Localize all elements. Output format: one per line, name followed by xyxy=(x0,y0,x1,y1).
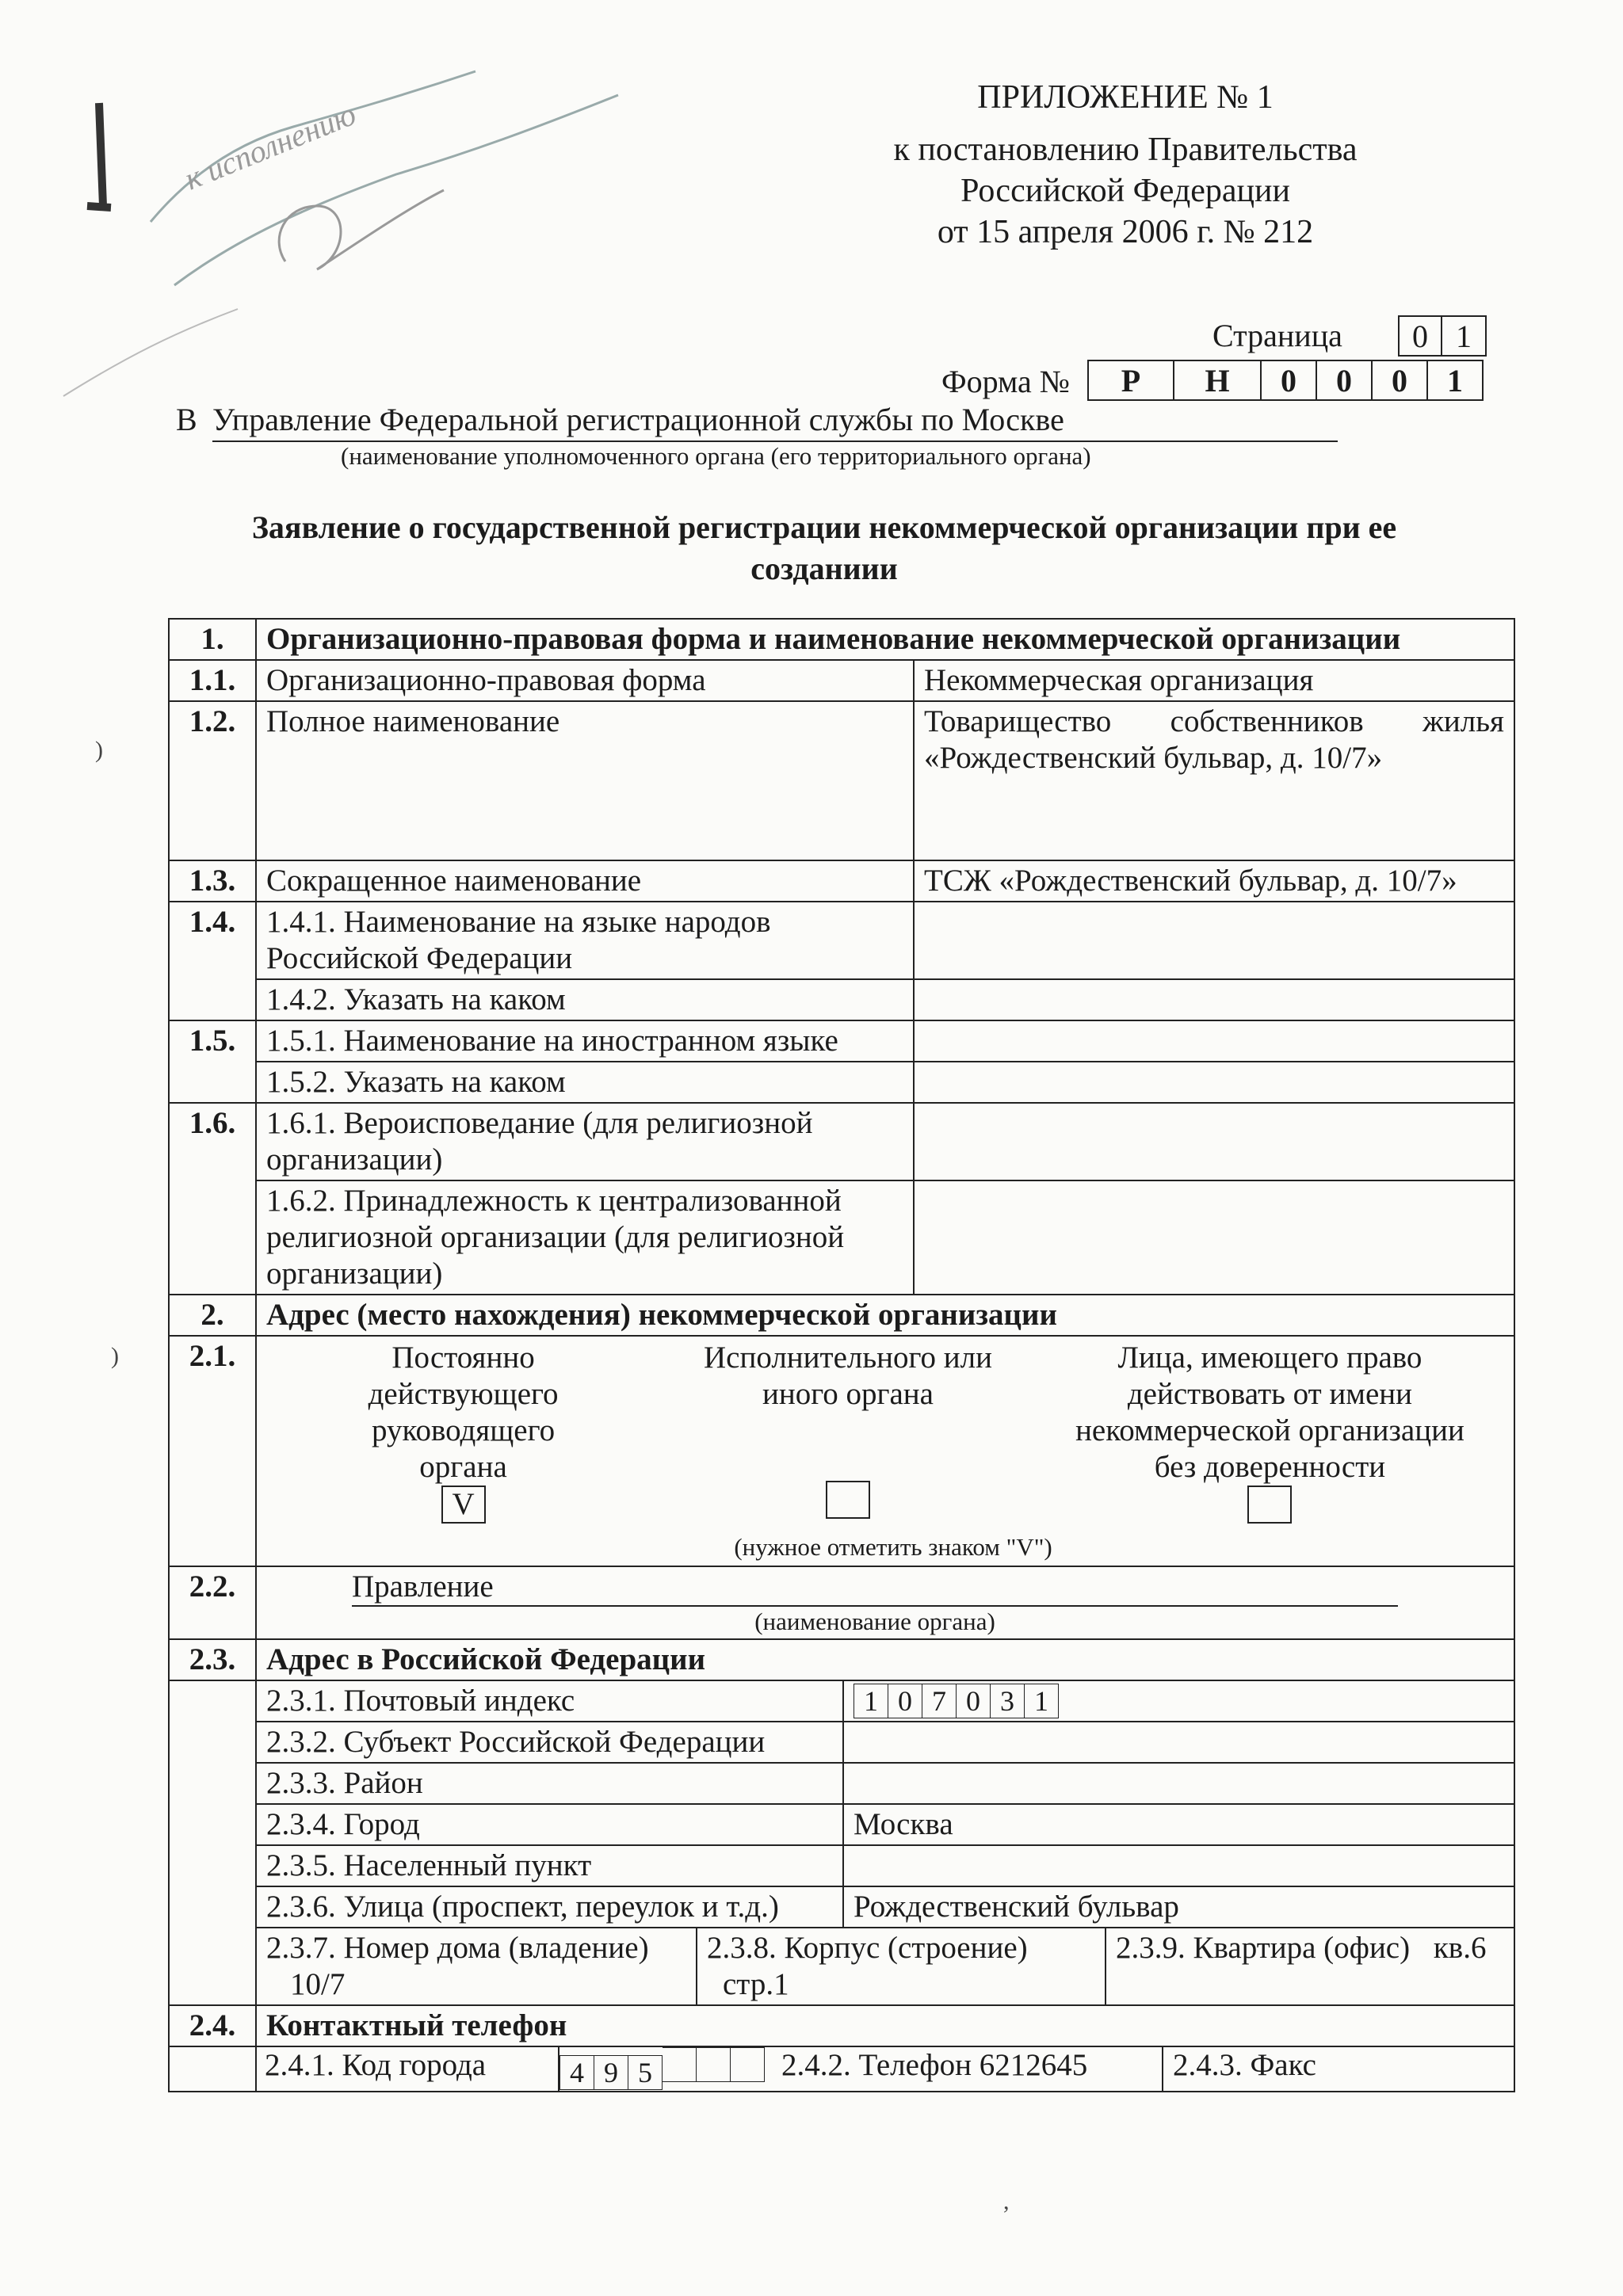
area-code-digit xyxy=(697,2047,731,2082)
row-1-1 xyxy=(169,660,1514,701)
field-label: 1.6.1. Вероисповедание (для религиозной организации) xyxy=(256,1103,914,1180)
authority-prefix: В xyxy=(176,402,197,437)
postal-digit: 0 xyxy=(888,1684,922,1718)
row-number: 1.3. xyxy=(169,860,256,902)
flat-label: 2.3.9. Квартира (офис) xyxy=(1116,1931,1411,1965)
form-digit: 0 xyxy=(1317,360,1373,401)
row-number: 1.1. xyxy=(169,660,256,701)
handwriting-text: к исполнению xyxy=(179,96,361,197)
row-number: 2.1. xyxy=(169,1336,256,1566)
building-label: 2.3.8. Корпус (строение) xyxy=(707,1931,1028,1965)
field-label: 1.5.1. Наименование на иностранном языке xyxy=(256,1020,914,1062)
house-label: 2.3.7. Номер дома (владение) xyxy=(266,1931,649,1965)
checkbox-note: (нужное отметить знаком "V") xyxy=(734,1533,1052,1561)
field-value[interactable]: Некоммерческая организация xyxy=(914,660,1514,701)
option-governing-body: Постоянно действующего руководящего органа xyxy=(368,1341,559,1484)
scan-mark: ) xyxy=(111,1343,119,1369)
phone-label: 2.4.2. Телефон xyxy=(781,2048,972,2082)
postal-code-cells[interactable] xyxy=(854,1684,1059,1718)
row-1-5-1 xyxy=(169,1020,1514,1062)
form-digit: 0 xyxy=(1262,360,1317,401)
row-2-2 xyxy=(169,1566,1514,1639)
row-2-1 xyxy=(169,1336,1514,1566)
postal-digit: 0 xyxy=(957,1684,991,1718)
section-heading: Адрес (место нахождения) некоммерческой организации xyxy=(256,1295,1514,1336)
city-value[interactable]: Москва xyxy=(843,1804,1514,1845)
city-label: 2.3.4. Город xyxy=(257,1804,843,1845)
appendix-title: ПРИЛОЖЕНИЕ № 1 xyxy=(977,79,1274,116)
subject-value[interactable] xyxy=(843,1722,1514,1763)
authority-name: Управление Федеральной регистрационной службы по Москве xyxy=(212,399,1338,442)
row-1-4-2 xyxy=(169,979,1514,1020)
form-digit: Н xyxy=(1174,360,1262,401)
field-value-empty[interactable] xyxy=(914,1180,1514,1295)
page-digit: 1 xyxy=(1442,315,1487,357)
form-digit: Р xyxy=(1087,360,1174,401)
field-label: Полное наименование xyxy=(256,701,914,860)
checkbox-executive-body[interactable] xyxy=(826,1481,870,1519)
section-heading: Адрес в Российской Федерации xyxy=(256,1639,1514,1680)
appendix-line2: к постановлению Правительства xyxy=(893,132,1358,168)
option-authorized-person: Лица, имеющего право действовать от имени некоммерческой организации без доверенности xyxy=(1075,1341,1465,1484)
row-number: 1.2. xyxy=(169,701,256,860)
field-label: 1.4.1. Наименование на языке народов Российской Федерации xyxy=(256,902,914,979)
area-code-digit: 5 xyxy=(628,2055,663,2090)
area-code-digit xyxy=(731,2047,765,2082)
organ-caption: (наименование органа) xyxy=(754,1608,995,1635)
field-label: 1.6.2. Принадлежность к централизованной религиозной организации (для религиозной организации) xyxy=(256,1180,914,1295)
district-label: 2.3.3. Район xyxy=(257,1763,843,1804)
house-value[interactable]: 10/7 xyxy=(290,1967,346,2001)
row-number: 1.6. xyxy=(169,1103,256,1295)
scan-mark: , xyxy=(1003,2188,1010,2214)
settlement-label: 2.3.5. Населенный пункт xyxy=(257,1845,843,1886)
section-1-header xyxy=(169,619,1514,660)
row-1-2 xyxy=(169,701,1514,860)
row-1-4-1 xyxy=(169,902,1514,979)
page-number-cells xyxy=(1398,315,1487,357)
field-value[interactable]: ТСЖ «Рождественский бульвар, д. 10/7» xyxy=(914,860,1514,902)
field-label: 1.5.2. Указать на каком xyxy=(256,1062,914,1103)
page-digit: 0 xyxy=(1398,315,1442,357)
option-executive-body: Исполнительного или иного органа xyxy=(704,1341,992,1411)
row-number: 1. xyxy=(169,619,256,660)
fax-label: 2.4.3. Факс xyxy=(1173,2048,1316,2082)
postal-label: 2.3.1. Почтовый индекс xyxy=(257,1681,843,1722)
section-heading: Организационно-правовая форма и наименование некоммерческой организации xyxy=(256,619,1514,660)
field-value[interactable]: Товарищество собственников жилья «Рождественский бульвар, д. 10/7» xyxy=(914,701,1514,860)
row-number: 2.4. xyxy=(169,2005,256,2046)
row-number: 2.3. xyxy=(169,1639,256,1680)
authority-caption: (наименование уполномоченного органа (его территориального органа) xyxy=(341,442,1091,470)
row-number: 2.2. xyxy=(169,1566,256,1639)
field-value-empty[interactable] xyxy=(914,1062,1514,1103)
field-value-empty[interactable] xyxy=(914,1020,1514,1062)
field-value-empty[interactable] xyxy=(914,979,1514,1020)
row-1-5-2 xyxy=(169,1062,1514,1103)
section-heading: Контактный телефон xyxy=(256,2005,1514,2046)
postal-digit: 3 xyxy=(991,1684,1025,1718)
street-value[interactable]: Рождественский бульвар xyxy=(843,1886,1514,1928)
appendix-line4: от 15 апреля 2006 г. № 212 xyxy=(937,214,1314,250)
street-label: 2.3.6. Улица (проспект, переулок и т.д.) xyxy=(257,1886,843,1928)
form-number-cells xyxy=(1087,360,1484,401)
field-value-empty[interactable] xyxy=(914,1103,1514,1180)
form-digit: 1 xyxy=(1428,360,1484,401)
field-label: Сокращенное наименование xyxy=(256,860,914,902)
row-number: 1.4. xyxy=(169,902,256,1020)
field-value-empty[interactable] xyxy=(914,902,1514,979)
postal-digit: 7 xyxy=(922,1684,957,1718)
appendix-line3: Российской Федерации xyxy=(960,173,1290,209)
building-value[interactable]: стр.1 xyxy=(723,1967,789,2001)
row-1-6-2 xyxy=(169,1180,1514,1295)
section-2-header xyxy=(169,1295,1514,1336)
checkbox-authorized-person[interactable] xyxy=(1247,1486,1292,1524)
postal-digit: 1 xyxy=(1025,1684,1059,1718)
area-code-digit: 4 xyxy=(559,2055,594,2090)
scan-mark: ) xyxy=(95,737,103,763)
flat-value[interactable]: кв.6 xyxy=(1433,1931,1487,1965)
row-1-6-1 xyxy=(169,1103,1514,1180)
field-label: 1.4.2. Указать на каком xyxy=(256,979,914,1020)
page-label: Страница xyxy=(1212,318,1342,353)
checkbox-governing-body[interactable]: V xyxy=(441,1486,486,1524)
phone-value[interactable]: 6212645 xyxy=(979,2048,1088,2082)
row-2-4 xyxy=(169,2005,1514,2046)
field-label: Организационно-правовая форма xyxy=(256,660,914,701)
area-code-digit: 9 xyxy=(594,2055,628,2090)
row-1-3 xyxy=(169,860,1514,902)
district-value[interactable] xyxy=(843,1763,1514,1804)
row-number: 2. xyxy=(169,1295,256,1336)
organ-name[interactable]: Правление xyxy=(352,1569,1398,1607)
row-2-3-subtable xyxy=(169,1680,1514,2005)
settlement-value[interactable] xyxy=(843,1845,1514,1886)
document-title: Заявление о государственной регистрации некоммерческой организации при ее созданиии xyxy=(251,509,1397,586)
area-code-label: 2.4.1. Код города xyxy=(257,2047,559,2091)
postal-digit: 1 xyxy=(854,1684,888,1718)
row-2-4-phone xyxy=(169,2046,1514,2092)
form-digit: 0 xyxy=(1373,360,1428,401)
subject-label: 2.3.2. Субъект Российской Федерации xyxy=(257,1722,843,1763)
row-2-3 xyxy=(169,1639,1514,1680)
area-code-digit xyxy=(663,2047,697,2082)
application-table xyxy=(168,618,1515,2092)
area-code-cells[interactable] xyxy=(559,2055,765,2089)
form-label: Форма № xyxy=(941,364,1070,399)
handwritten-resolution xyxy=(32,0,745,444)
row-number: 1.5. xyxy=(169,1020,256,1103)
